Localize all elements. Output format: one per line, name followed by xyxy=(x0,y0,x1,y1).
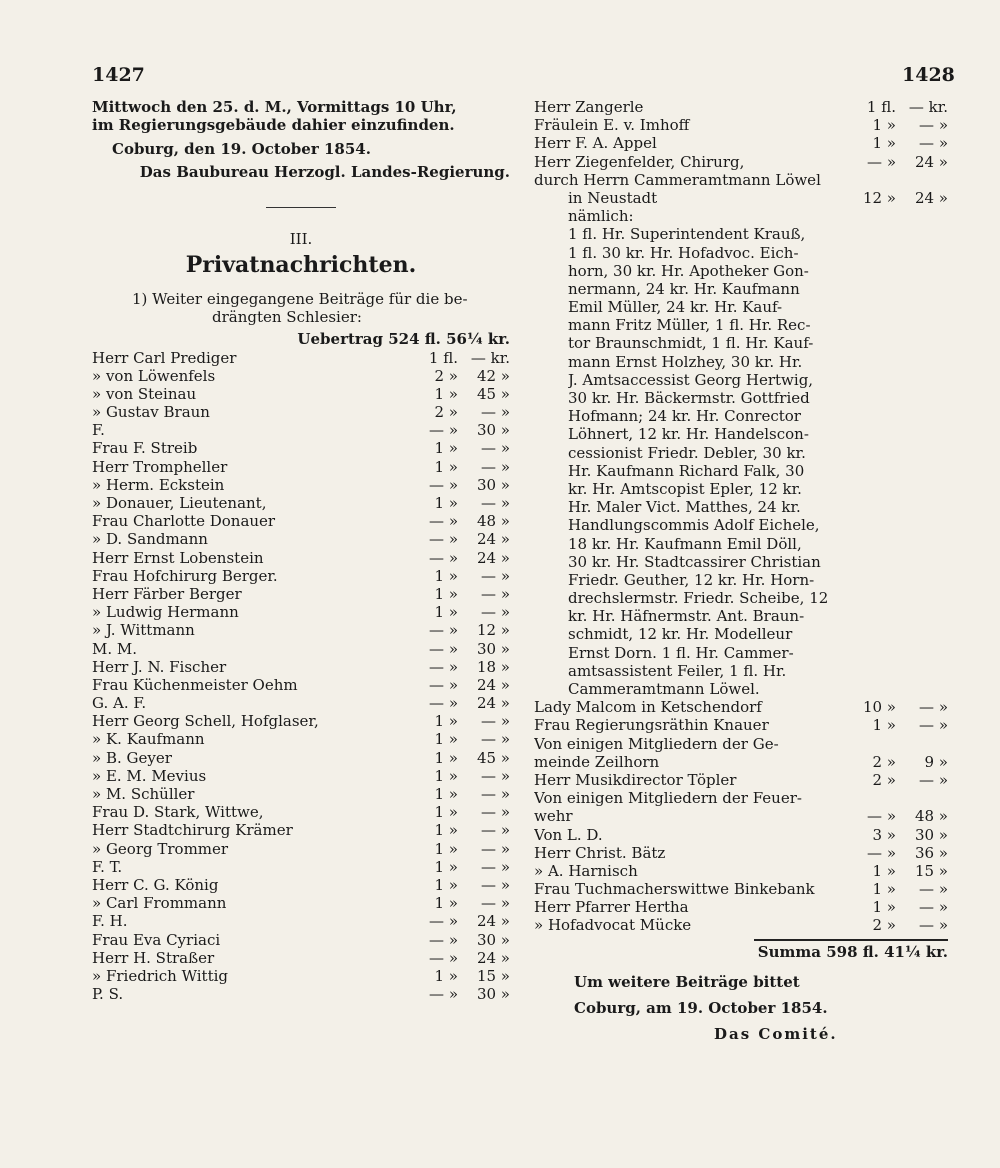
entry-name: F. T. xyxy=(92,857,123,876)
entry-kr: 24 » xyxy=(476,948,510,967)
detail-line: Friedr. Geuther, 12 kr. Hr. Horn- xyxy=(568,570,815,589)
entry-kr: — kr. xyxy=(470,348,510,367)
entry-name: » K. Kaufmann xyxy=(92,730,205,749)
entry-kr: — » xyxy=(919,134,948,153)
entry-fl: — » xyxy=(429,657,458,676)
detail-line: J. Amtsaccessist Georg Hertwig, xyxy=(568,370,814,389)
detail-line: mann Fritz Müller, 1 fl. Hr. Rec- xyxy=(568,316,811,335)
entry-kr: 30 » xyxy=(476,475,510,494)
detail-line: Hr. Maler Vict. Matthes, 24 kr. xyxy=(568,498,801,517)
entry-name: wehr xyxy=(534,807,573,826)
entry-name: » Ludwig Hermann xyxy=(92,603,239,622)
donation-entry xyxy=(92,749,510,767)
entry-fl: 2 » xyxy=(872,916,896,935)
entry-kr: 24 » xyxy=(914,188,948,207)
entry-fl: — » xyxy=(429,639,458,658)
divider xyxy=(266,207,336,208)
detail-line: Cammeramtmann Löwel. xyxy=(568,680,760,698)
item-heading: drängten Schlesier: xyxy=(212,308,362,327)
entry-kr: 36 » xyxy=(914,843,948,862)
section-number: III. xyxy=(289,229,313,248)
left-entries xyxy=(92,349,510,1004)
entry-kr: 48 » xyxy=(914,807,948,826)
detail-paragraph xyxy=(534,207,948,698)
entry-fl: 1 » xyxy=(434,712,458,731)
entry-name: Von einigen Mitgliedern der Ge- xyxy=(534,734,779,753)
section-title: Privatnachrichten. xyxy=(185,251,417,278)
entry-name: Herr Musikdirector Töpler xyxy=(534,770,737,789)
detail-line: 1 fl. Hr. Superintendent Krauß, xyxy=(568,225,806,244)
entry-kr: — » xyxy=(481,457,510,476)
donation-entry xyxy=(92,876,510,894)
donation-entry xyxy=(92,967,510,985)
entry-kr: — kr. xyxy=(908,98,948,116)
detail-line: Löhnert, 12 kr. Hr. Handelscon- xyxy=(568,425,809,444)
donation-entry xyxy=(92,494,510,512)
entry-fl: 10 » xyxy=(862,698,896,717)
entry-name: Herr F. A. Appel xyxy=(534,134,657,153)
detail-line: amtsassistent Feiler, 1 fl. Hr. xyxy=(568,661,787,680)
donation-entry xyxy=(534,753,948,771)
entry-name: Herr J. N. Fischer xyxy=(92,657,227,676)
donation-entry xyxy=(92,458,510,476)
signature: Das Baubureau Herzogl. Landes-Regierung. xyxy=(139,162,510,181)
entry-name: Frau F. Streib xyxy=(92,439,198,458)
entry-name: Herr Zangerle xyxy=(534,98,644,116)
entry-kr: — » xyxy=(481,857,510,876)
entry-name: Frau Küchenmeister Oehm xyxy=(92,675,298,694)
entry-kr: — » xyxy=(481,403,510,422)
detail-line: Ernst Dorn. 1 fl. Hr. Cammer- xyxy=(568,643,794,662)
entry-name: » E. M. Mevius xyxy=(92,766,207,785)
entry-fl: 2 » xyxy=(872,770,896,789)
entry-fl: 1 » xyxy=(434,785,458,803)
donation-entry xyxy=(92,476,510,494)
entry-kr: — » xyxy=(919,116,948,135)
entry-kr: 24 » xyxy=(476,675,510,694)
entry-name: Herr Georg Schell, Hofglaser, xyxy=(92,712,319,731)
entry-kr: — » xyxy=(919,916,948,935)
entry-name: » Carl Frommann xyxy=(92,894,227,913)
donation-entry xyxy=(534,789,948,807)
donation-entry xyxy=(92,585,510,603)
donation-entry xyxy=(534,116,948,134)
donation-entry xyxy=(92,530,510,548)
donation-entry xyxy=(92,549,510,567)
entry-kr: 15 » xyxy=(476,966,510,985)
entry-fl: 1 » xyxy=(434,457,458,476)
donation-entry xyxy=(92,767,510,785)
entry-kr: 15 » xyxy=(914,861,948,880)
entry-fl: 12 » xyxy=(862,188,896,207)
entry-name: G. A. F. xyxy=(92,694,147,713)
entry-fl: — » xyxy=(429,985,458,1004)
donation-entry xyxy=(92,439,510,457)
entry-kr: — » xyxy=(919,716,948,735)
donation-entry xyxy=(534,807,948,825)
entry-kr: — » xyxy=(481,803,510,822)
entry-name: » B. Geyer xyxy=(92,748,172,767)
entry-name: Frau D. Stark, Wittwe, xyxy=(92,803,264,822)
entry-fl: — » xyxy=(867,843,896,862)
entry-kr: 30 » xyxy=(476,930,510,949)
donation-entry xyxy=(92,785,510,803)
entry-kr: 24 » xyxy=(476,912,510,931)
entry-kr: — » xyxy=(919,898,948,917)
donation-entry xyxy=(534,98,948,116)
donation-entry xyxy=(534,153,948,171)
entry-kr: — » xyxy=(919,698,948,717)
right-entries-top xyxy=(534,98,948,171)
detail-line: nämlich: xyxy=(568,207,634,226)
donation-entry xyxy=(92,621,510,639)
entry-name: Frau Charlotte Donauer xyxy=(92,512,276,531)
detail-line: cessionist Friedr. Debler, 30 kr. xyxy=(568,443,806,462)
entry-name: Lady Malcom in Ketschendorf xyxy=(534,698,762,717)
entry-fl: — » xyxy=(429,548,458,567)
notice-line: Mittwoch den 25. d. M., Vormittags 10 Uhr, xyxy=(92,98,457,116)
entry-fl: 1 » xyxy=(872,116,896,135)
entry-fl: 1 » xyxy=(434,803,458,822)
donation-entry xyxy=(534,826,948,844)
entry-fl: 1 » xyxy=(434,730,458,749)
entry-kr: — » xyxy=(481,566,510,585)
entry-name: Herr Färber Berger xyxy=(92,584,242,603)
entry-kr: — » xyxy=(481,603,510,622)
entry-kr xyxy=(896,735,948,753)
carry-over: Uebertrag 524 fl. 56¼ kr. xyxy=(297,330,510,349)
entry-name: Von einigen Mitgliedern der Feuer- xyxy=(534,789,802,808)
donation-entry xyxy=(534,716,948,734)
summa: Summa 598 fl. 41¼ kr. xyxy=(757,942,948,961)
entry-fl: 1 » xyxy=(872,716,896,735)
entry-kr: 24 » xyxy=(914,152,948,171)
entry-name: » D. Sandmann xyxy=(92,530,208,549)
entry-name: » von Löwenfels xyxy=(92,366,216,385)
donation-entry xyxy=(534,698,948,716)
closing-place-date: Coburg, am 19. October 1854. xyxy=(574,999,828,1017)
entry-kr: — » xyxy=(919,770,948,789)
page-number-right: 1428 xyxy=(902,64,955,86)
entry-kr: — » xyxy=(481,785,510,803)
closing: Um weitere Beiträge bittet xyxy=(574,972,800,991)
entry-kr: — » xyxy=(919,880,948,899)
entry-name: » A. Harnisch xyxy=(534,861,638,880)
donation-entry xyxy=(534,735,948,753)
entry-name: meinde Zeilhorn xyxy=(534,752,660,771)
item-heading: 1) Weiter eingegangene Beiträge für die be- xyxy=(132,289,468,308)
entry-kr: 42 » xyxy=(476,366,510,385)
detail-line: tor Braunschmidt, 1 fl. Hr. Kauf- xyxy=(568,334,814,353)
entry-kr: 30 » xyxy=(914,825,948,844)
entry-kr: 24 » xyxy=(476,694,510,713)
detail-line: mann Ernst Holzhey, 30 kr. Hr. xyxy=(568,352,803,371)
durch-amount-row xyxy=(534,189,948,207)
detail-line: horn, 30 kr. Hr. Apotheker Gon- xyxy=(568,261,809,280)
entry-fl: 1 » xyxy=(434,603,458,622)
entry-name: » Georg Trommer xyxy=(92,839,229,858)
notice-line: im Regierungsgebäude dahier einzufinden. xyxy=(92,116,455,135)
entry-kr: 45 » xyxy=(476,748,510,767)
entry-name: Fräulein E. v. Imhoff xyxy=(534,116,690,135)
donation-entry xyxy=(92,931,510,949)
entry-kr: 30 » xyxy=(476,639,510,658)
entry-name: » J. Wittmann xyxy=(92,621,195,640)
donation-entry xyxy=(534,880,948,898)
entry-fl: — » xyxy=(429,930,458,949)
entry-name: Herr Pfarrer Hertha xyxy=(534,898,689,917)
entry-fl: 1 » xyxy=(434,857,458,876)
donation-entry xyxy=(92,640,510,658)
entry-name: Herr C. G. König xyxy=(92,875,219,894)
donation-entry xyxy=(534,862,948,880)
donation-entry xyxy=(92,403,510,421)
detail-line: Hr. Kaufmann Richard Falk, 30 xyxy=(568,461,805,480)
entry-fl: — » xyxy=(429,512,458,531)
entry-fl: — » xyxy=(429,694,458,713)
entry-fl: 2 » xyxy=(872,752,896,771)
entry-kr: 12 » xyxy=(476,621,510,640)
entry-name: Herr Ernst Lobenstein xyxy=(92,548,264,567)
entry-fl: 1 » xyxy=(434,839,458,858)
entry-name: » M. Schüller xyxy=(92,785,195,803)
entry-fl: 1 » xyxy=(872,898,896,917)
entry-name: Frau Tuchmacherswittwe Binkebank xyxy=(534,880,815,899)
entry-fl: — » xyxy=(429,948,458,967)
entry-kr: — » xyxy=(481,766,510,785)
entry-kr: — » xyxy=(481,730,510,749)
entry-fl: 1 » xyxy=(434,894,458,913)
donation-entry xyxy=(92,985,510,1003)
entry-fl: 1 » xyxy=(434,566,458,585)
entry-fl: 2 » xyxy=(434,366,458,385)
entry-fl xyxy=(854,735,896,753)
donation-entry xyxy=(92,676,510,694)
donation-entry xyxy=(534,134,948,152)
donation-entry xyxy=(92,567,510,585)
donation-entry xyxy=(534,844,948,862)
entry-fl: 1 fl. xyxy=(428,348,458,367)
entry-kr: 45 » xyxy=(476,384,510,403)
entry-fl: 1 » xyxy=(872,880,896,899)
donation-entry xyxy=(92,603,510,621)
donation-entry xyxy=(92,512,510,530)
entry-fl: — » xyxy=(429,421,458,440)
entry-kr xyxy=(896,789,948,807)
donation-entry xyxy=(534,916,948,934)
detail-line: schmidt, 12 kr. Hr. Modelleur xyxy=(568,625,793,644)
entry-fl: 3 » xyxy=(872,825,896,844)
entry-kr: — » xyxy=(481,584,510,603)
detail-line: Handlungscommis Adolf Eichele, xyxy=(568,516,820,535)
entry-name: Herr Stadtchirurg Krämer xyxy=(92,821,293,840)
durch-line: durch Herrn Cammeramtmann Löwel xyxy=(534,170,821,189)
entry-name: » von Steinau xyxy=(92,384,197,403)
donation-entry xyxy=(92,349,510,367)
entry-kr: 9 » xyxy=(924,752,948,771)
entry-kr: — » xyxy=(481,894,510,913)
entry-fl: 1 » xyxy=(872,134,896,153)
entry-kr: — » xyxy=(481,875,510,894)
entry-name: F. H. xyxy=(92,912,128,931)
donation-entry xyxy=(534,898,948,916)
entry-fl: 1 » xyxy=(434,766,458,785)
donation-entry xyxy=(92,803,510,821)
entry-fl: — » xyxy=(867,807,896,826)
left-column xyxy=(92,98,510,1003)
entry-fl: — » xyxy=(867,152,896,171)
detail-line: kr. Hr. Amtscopist Epler, 12 kr. xyxy=(568,479,802,498)
entry-fl: — » xyxy=(429,912,458,931)
detail-line: 1 fl. 30 kr. Hr. Hofadvoc. Eich- xyxy=(568,243,799,262)
entry-name: Herr Trompheller xyxy=(92,457,228,476)
entry-name: » Gustav Braun xyxy=(92,403,210,422)
entry-kr: — » xyxy=(481,712,510,731)
entry-name: » Friedrich Wittig xyxy=(92,966,229,985)
donation-entry xyxy=(92,385,510,403)
detail-line: 18 kr. Hr. Kaufmann Emil Döll, xyxy=(568,534,802,553)
entry-kr: 48 » xyxy=(476,512,510,531)
entry-kr: — » xyxy=(481,439,510,458)
entry-kr: 24 » xyxy=(476,548,510,567)
closing-signature: Das Comité. xyxy=(714,1025,838,1044)
donation-entry xyxy=(92,858,510,876)
entry-fl: — » xyxy=(429,621,458,640)
entry-name: Herr Carl Prediger xyxy=(92,348,237,367)
entry-kr: 30 » xyxy=(476,985,510,1004)
detail-line: kr. Hr. Häfnermstr. Ant. Braun- xyxy=(568,607,805,626)
entry-fl: 1 » xyxy=(434,966,458,985)
entry-fl: 1 fl. xyxy=(866,98,896,116)
entry-fl: 1 » xyxy=(872,861,896,880)
place-date: Coburg, den 19. October 1854. xyxy=(112,140,371,159)
entry-name: Herr Ziegenfelder, Chirurg, xyxy=(534,152,745,171)
donation-entry xyxy=(92,367,510,385)
entry-fl: 1 » xyxy=(434,875,458,894)
detail-line: drechslermstr. Friedr. Scheibe, 12 xyxy=(568,589,829,608)
right-column xyxy=(534,98,948,1043)
entry-name: Frau Eva Cyriaci xyxy=(92,930,221,949)
donation-entry xyxy=(92,840,510,858)
entry-name: F. xyxy=(92,421,105,440)
detail-line: Emil Müller, 24 kr. Hr. Kauf- xyxy=(568,298,783,317)
entry-kr: — » xyxy=(481,821,510,840)
detail-line: 30 kr. Hr. Stadtcassirer Christian xyxy=(568,552,821,571)
entry-name: Von L. D. xyxy=(534,825,603,844)
entry-kr: — » xyxy=(481,839,510,858)
entry-name: Frau Regierungsräthin Knauer xyxy=(534,716,769,735)
entry-kr: 18 » xyxy=(476,657,510,676)
entry-name: in Neustadt xyxy=(568,188,658,207)
donation-entry xyxy=(92,912,510,930)
donation-entry xyxy=(92,421,510,439)
entry-fl: 1 » xyxy=(434,584,458,603)
entry-name: P. S. xyxy=(92,985,124,1004)
entry-fl: 1 » xyxy=(434,821,458,840)
entry-fl: — » xyxy=(429,675,458,694)
entry-name: » Herm. Eckstein xyxy=(92,475,225,494)
entry-kr: 30 » xyxy=(476,421,510,440)
donation-entry xyxy=(92,694,510,712)
entry-fl: 1 » xyxy=(434,384,458,403)
entry-fl: 1 » xyxy=(434,494,458,512)
entry-kr: 24 » xyxy=(476,530,510,549)
donation-entry xyxy=(92,730,510,748)
donation-entry xyxy=(92,821,510,839)
entry-name: M. M. xyxy=(92,639,138,658)
entry-fl: 1 » xyxy=(434,748,458,767)
entry-fl: — » xyxy=(429,475,458,494)
donation-entry xyxy=(92,949,510,967)
entry-name: Frau Hofchirurg Berger. xyxy=(92,566,278,585)
entry-name: » Hofadvocat Mücke xyxy=(534,916,692,935)
detail-line: nermann, 24 kr. Hr. Kaufmann xyxy=(568,279,800,298)
entry-fl: 2 » xyxy=(434,403,458,422)
donation-entry xyxy=(92,658,510,676)
right-entries-bottom xyxy=(534,698,948,934)
entry-name: » Donauer, Lieutenant, xyxy=(92,494,267,512)
page-number-left: 1427 xyxy=(92,64,145,86)
entry-fl: 1 » xyxy=(434,439,458,458)
detail-line: 30 kr. Hr. Bäckermstr. Gottfried xyxy=(568,389,810,407)
entry-kr: — » xyxy=(481,494,510,512)
entry-name: Herr H. Straßer xyxy=(92,948,215,967)
detail-line: Hofmann; 24 kr. Hr. Conrector xyxy=(568,407,801,426)
donation-entry xyxy=(534,771,948,789)
entry-fl: — » xyxy=(429,530,458,549)
entry-fl xyxy=(854,789,896,807)
entry-name: Herr Christ. Bätz xyxy=(534,843,666,862)
donation-entry xyxy=(92,712,510,730)
donation-entry xyxy=(92,894,510,912)
